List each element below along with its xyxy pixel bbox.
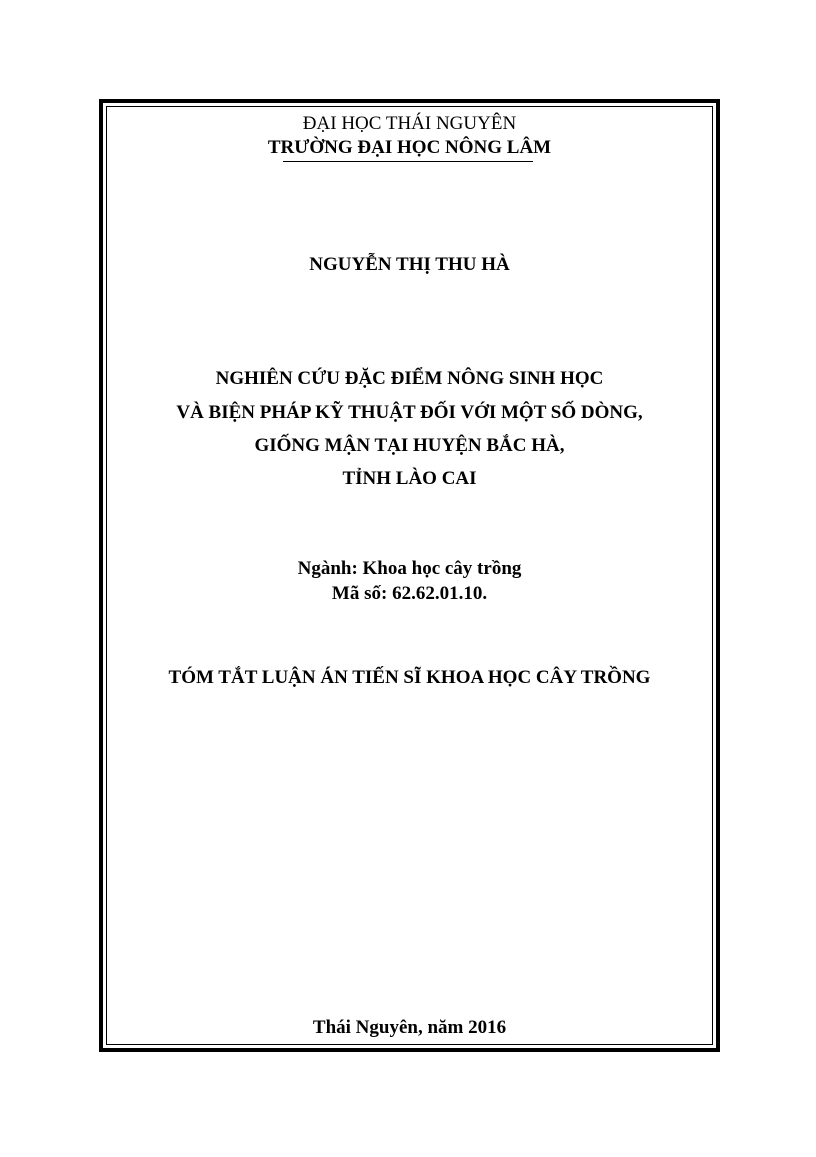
title-line-3: GIỐNG MẬN TẠI HUYỆN BẮC HÀ, [254,435,565,456]
title-line-4: TỈNH LÀO CAI [342,468,477,489]
place-year: Thái Nguyên, năm 2016 [312,1017,507,1038]
major-label: Ngành: Khoa học cây trồng [297,558,522,579]
title-line-1: NGHIÊN CỨU ĐẶC ĐIỂM NÔNG SINH HỌC [215,368,604,389]
university-name: ĐẠI HỌC THÁI NGUYÊN [302,113,517,134]
author-name: NGUYỄN THỊ THU HÀ [309,254,510,275]
school-name: TRƯỜNG ĐẠI HỌC NÔNG LÂM [267,137,552,158]
title-line-2: VÀ BIỆN PHÁP KỸ THUẬT ĐỐI VỚI MỘT SỐ DÒNG, [176,402,643,423]
thesis-type: TÓM TẮT LUẬN ÁN TIẾN SĨ KHOA HỌC CÂY TRỒNG [168,667,651,688]
code-label: Mã số: 62.62.01.10. [331,583,488,604]
header-underline [283,161,533,162]
